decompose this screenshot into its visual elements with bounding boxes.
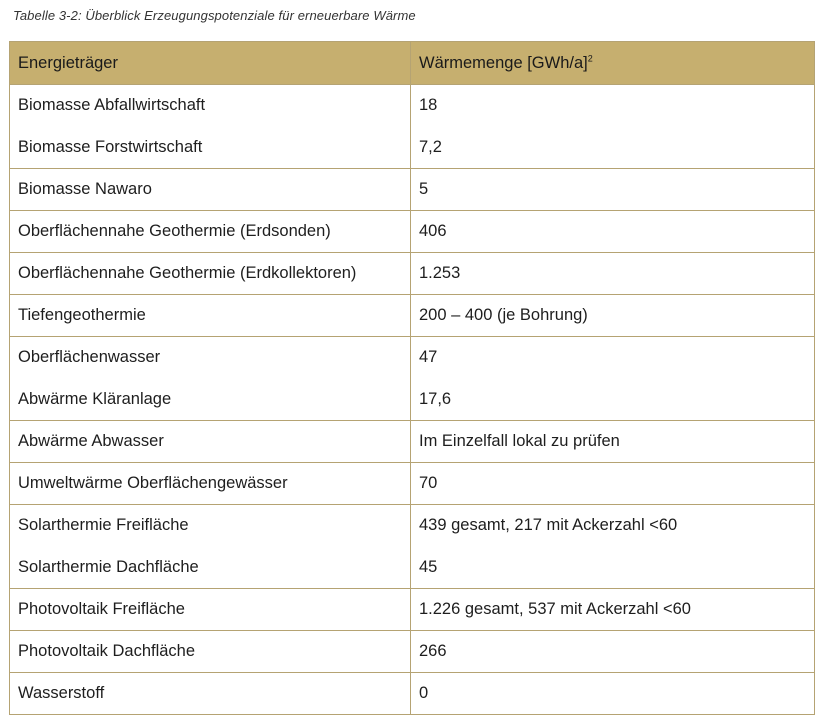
energy-carrier-cell: Abwärme Kläranlage [10,379,411,421]
heat-amount-cell: 5 [411,169,815,211]
header-heat-amount [411,42,815,85]
energy-carrier-cell: Biomasse Nawaro [10,169,411,211]
table-row [10,379,815,421]
table-row [10,463,815,505]
heat-amount-cell: 200 – 400 (je Bohrung) [411,295,815,337]
footnote-marker: 2 [587,53,593,63]
heat-amount-cell: 1.226 gesamt, 537 mit Ackerzahl <60 [411,589,815,631]
energy-carrier-cell: Biomasse Forstwirtschaft [10,127,411,169]
potential-table [9,41,815,715]
energy-carrier-cell: Oberflächennahe Geothermie (Erdsonden) [10,211,411,253]
heat-amount-cell: 1.253 [411,253,815,295]
energy-carrier-cell: Photovoltaik Freifläche [10,589,411,631]
table-row [10,505,815,547]
energy-carrier-cell: Solarthermie Freifläche [10,505,411,547]
heat-amount-cell: 17,6 [411,379,815,421]
heat-amount-cell: Im Einzelfall lokal zu prüfen [411,421,815,463]
energy-carrier-cell: Oberflächennahe Geothermie (Erdkollektoren) [10,253,411,295]
table-header-row [10,42,815,85]
table-row [10,589,815,631]
heat-amount-cell: 439 gesamt, 217 mit Ackerzahl <60 [411,505,815,547]
heat-amount-cell: 7,2 [411,127,815,169]
energy-carrier-cell: Solarthermie Dachfläche [10,547,411,589]
energy-carrier-cell: Abwärme Abwasser [10,421,411,463]
table-row [10,127,815,169]
heat-amount-cell: 47 [411,337,815,379]
heat-amount-cell: 406 [411,211,815,253]
energy-carrier-cell: Oberflächenwasser [10,337,411,379]
energy-carrier-cell: Umweltwärme Oberflächengewässer [10,463,411,505]
table-row [10,295,815,337]
energy-carrier-cell: Wasserstoff [10,673,411,715]
energy-carrier-cell: Biomasse Abfallwirtschaft [10,85,411,127]
table-row [10,337,815,379]
heat-amount-cell: 0 [411,673,815,715]
table-row [10,169,815,211]
table-caption: Tabelle 3-2: Überblick Erzeugungspotenziale für erneuerbare Wärme [13,8,416,23]
heat-amount-cell: 266 [411,631,815,673]
heat-amount-cell: 70 [411,463,815,505]
energy-carrier-cell: Photovoltaik Dachfläche [10,631,411,673]
table-row [10,631,815,673]
table-row [10,85,815,127]
heat-amount-cell: 45 [411,547,815,589]
header-heat-amount-label: Wärmemenge [GWh/a] [419,53,588,72]
energy-carrier-cell: Tiefengeothermie [10,295,411,337]
table-row [10,211,815,253]
table-row [10,421,815,463]
table-row [10,253,815,295]
heat-amount-cell: 18 [411,85,815,127]
header-energy-carrier: Energieträger [10,42,411,85]
table-row [10,547,815,589]
table-row [10,673,815,715]
